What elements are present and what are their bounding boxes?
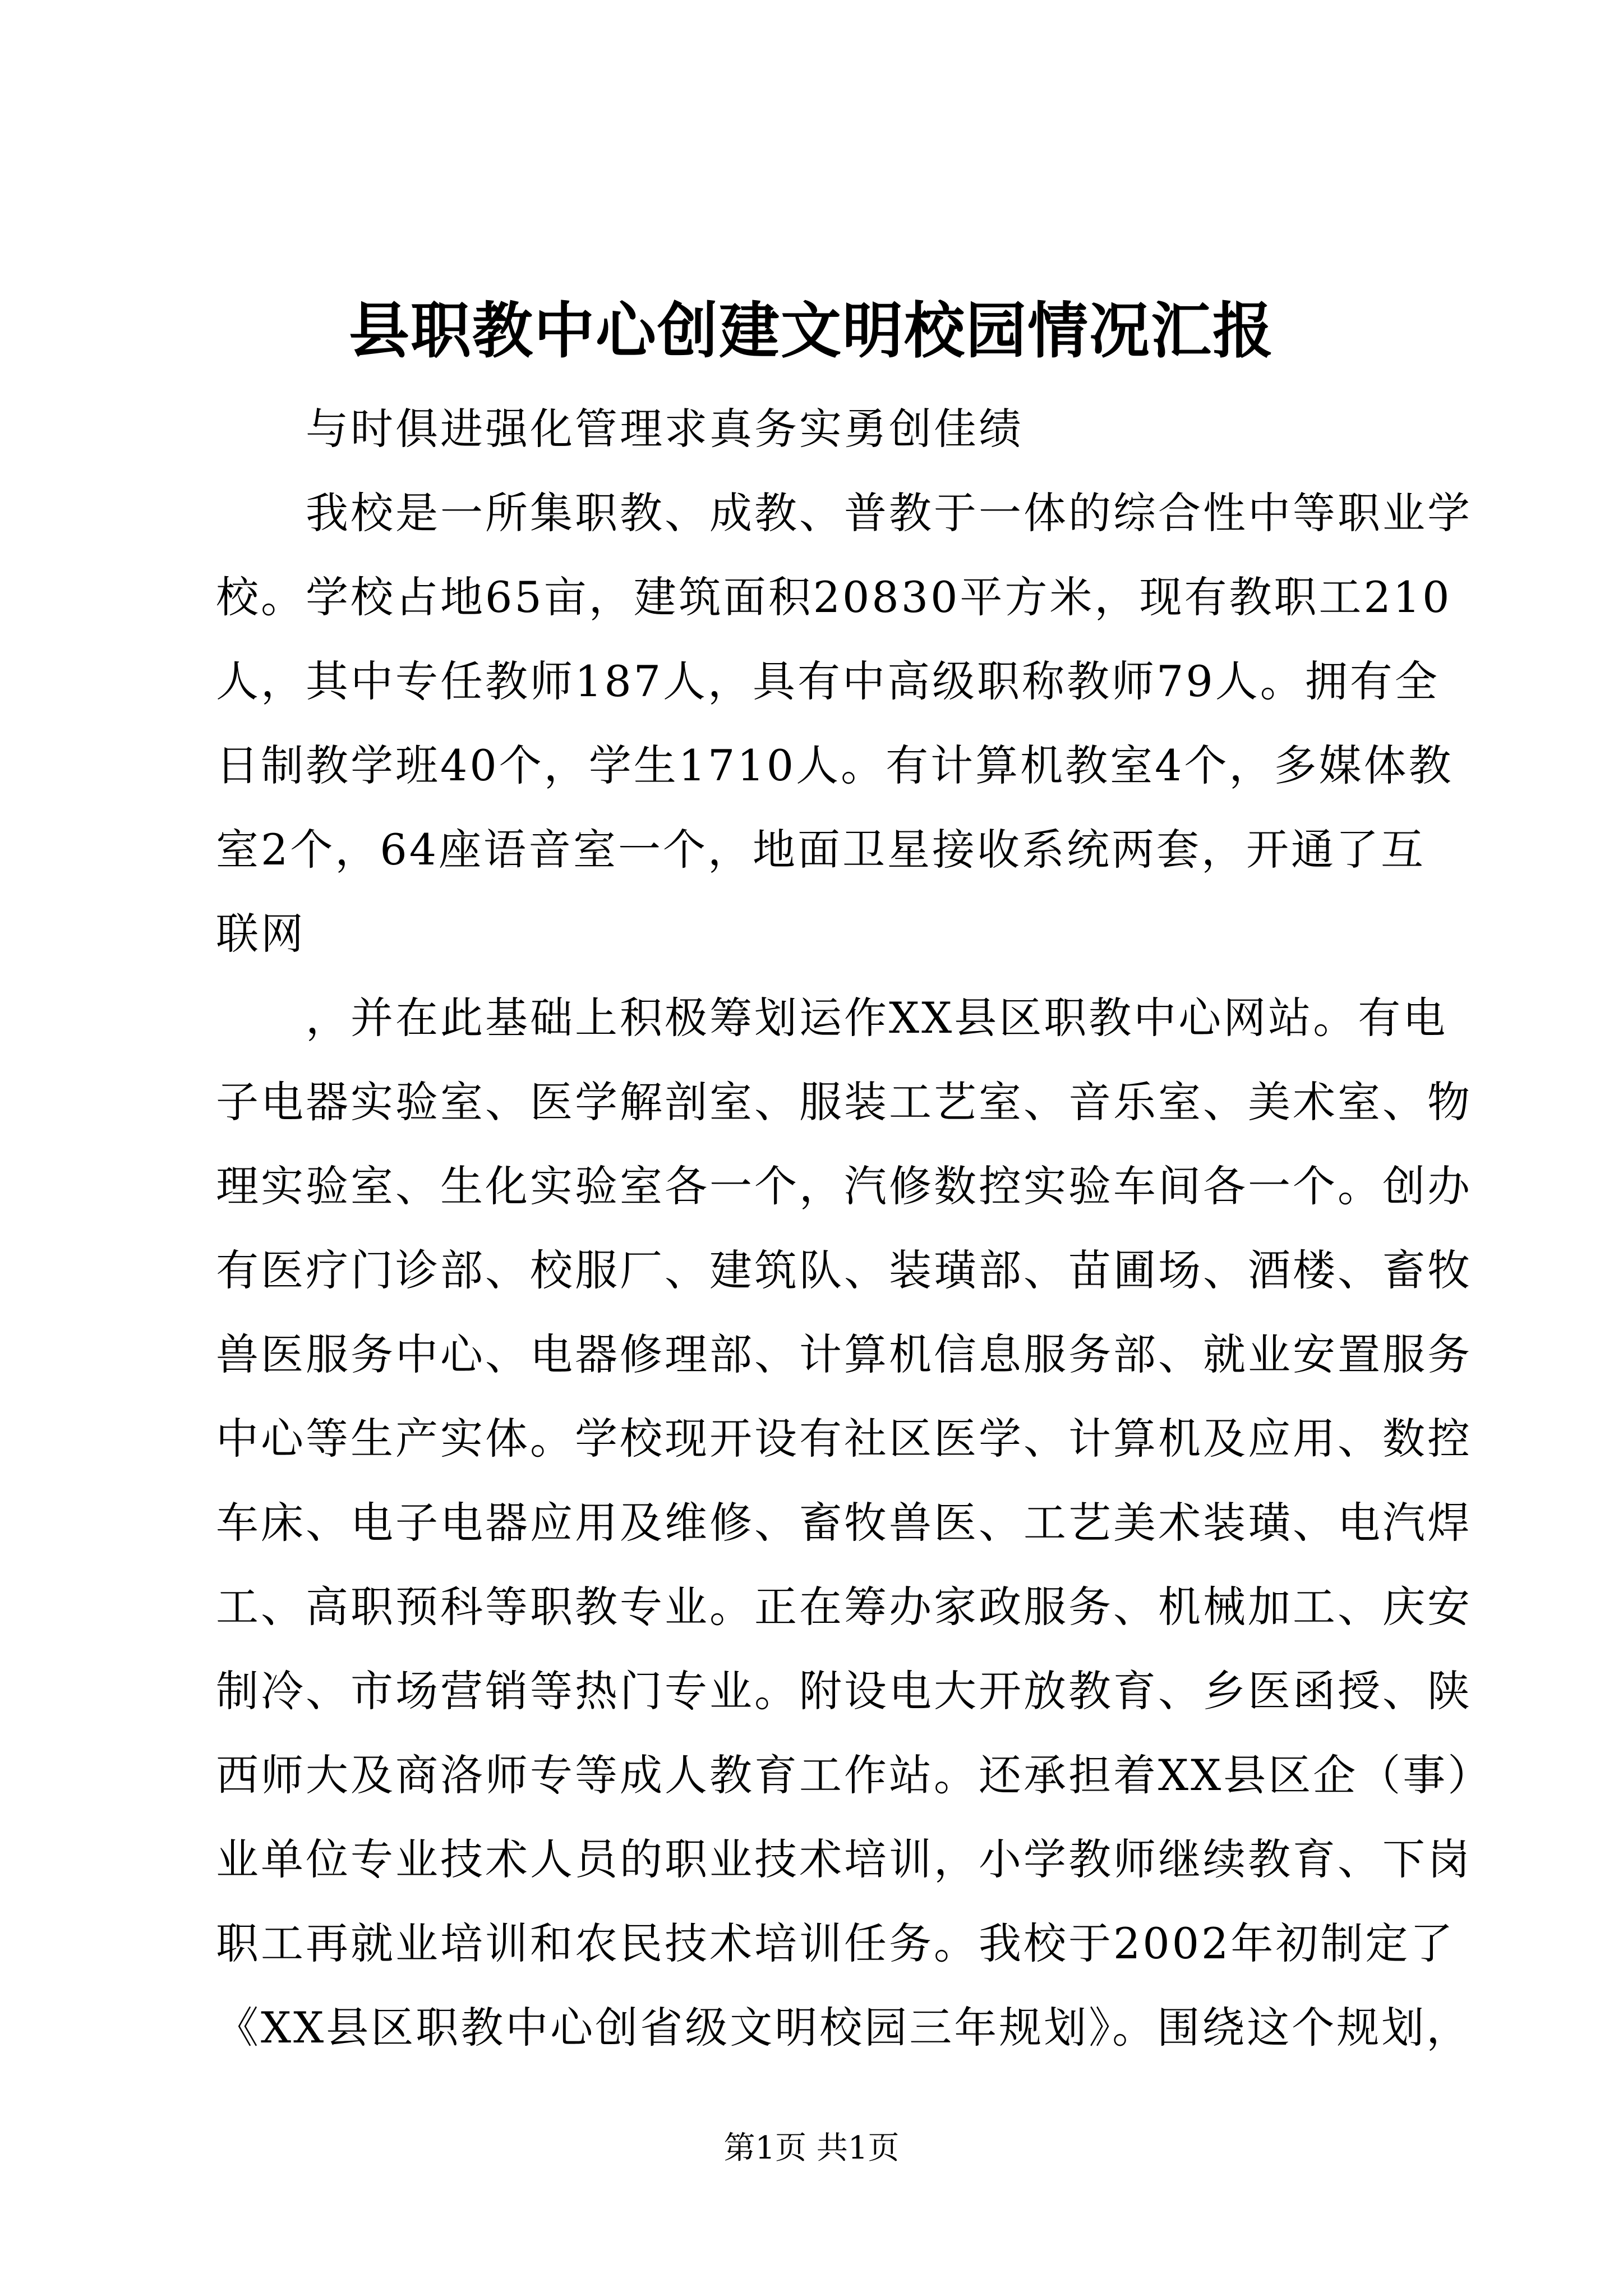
paragraph-line: 人，其中专任教师187人，具有中高级职称教师79人。拥有全 — [216, 656, 1440, 706]
document-body — [216, 387, 1493, 2070]
paragraph-line: 有医疗门诊部、校服厂、建筑队、装璜部、苗圃场、酒楼、畜牧 — [216, 1245, 1472, 1295]
subtitle-line: 与时俱进强化管理求真务实勇创佳绩 — [306, 404, 1023, 454]
paragraph-line: 《XX县区职教中心创省级文明校园三年规划》。围绕这个规划， — [216, 2003, 1472, 2053]
paragraph-line: 西师大及商洛师专等成人教育工作站。还承担着XX县区企（事） — [216, 1750, 1493, 1800]
paragraph-line: 校。学校占地65亩，建筑面积20830平方米，现有教职工210 — [216, 572, 1452, 622]
paragraph-line: 子电器实验室、医学解剖室、服装工艺室、音乐室、美术室、物 — [216, 1077, 1472, 1127]
paragraph-line: 工、高职预科等职教专业。正在筹办家政服务、机械加工、庆安 — [216, 1582, 1472, 1632]
paragraph-line: 室2个，64座语音室一个，地面卫星接收系统两套，开通了互 — [216, 825, 1426, 875]
paragraph-line: 中心等生产实体。学校现开设有社区医学、计算机及应用、数控 — [216, 1414, 1472, 1464]
paragraph-line: 职工再就业培训和农民技术培训任务。我校于2002年初制定了 — [216, 1918, 1455, 1968]
paragraph-line: 我校是一所集职教、成教、普教于一体的综合性中等职业学 — [306, 488, 1472, 538]
paragraph-line: 兽医服务中心、电器修理部、计算机信息服务部、就业安置服务 — [216, 1329, 1472, 1379]
paragraph-line: 制冷、市场营销等热门专业。附设电大开放教育、乡医函授、陕 — [216, 1666, 1472, 1716]
paragraph-line: 车床、电子电器应用及维修、畜牧兽医、工艺美术装璜、电汽焊 — [216, 1498, 1472, 1548]
paragraph-line: 理实验室、生化实验室各一个，汽修数控实验车间各一个。创办 — [216, 1161, 1472, 1211]
paragraph-line: 日制教学班40个，学生1710人。有计算机教室4个，多媒体教 — [216, 740, 1454, 790]
document-title: 县职教中心创建文明校园情况汇报 — [348, 296, 1274, 366]
paragraph-line: 业单位专业技术人员的职业技术培训，小学教师继续教育、下岗 — [216, 1834, 1472, 1884]
paragraph-line: 联网 — [216, 909, 306, 959]
page-footer: 第1页 共1页 — [723, 2130, 900, 2166]
paragraph-line: ，并在此基础上积极筹划运作XX县区职教中心网站。有电 — [306, 993, 1448, 1043]
